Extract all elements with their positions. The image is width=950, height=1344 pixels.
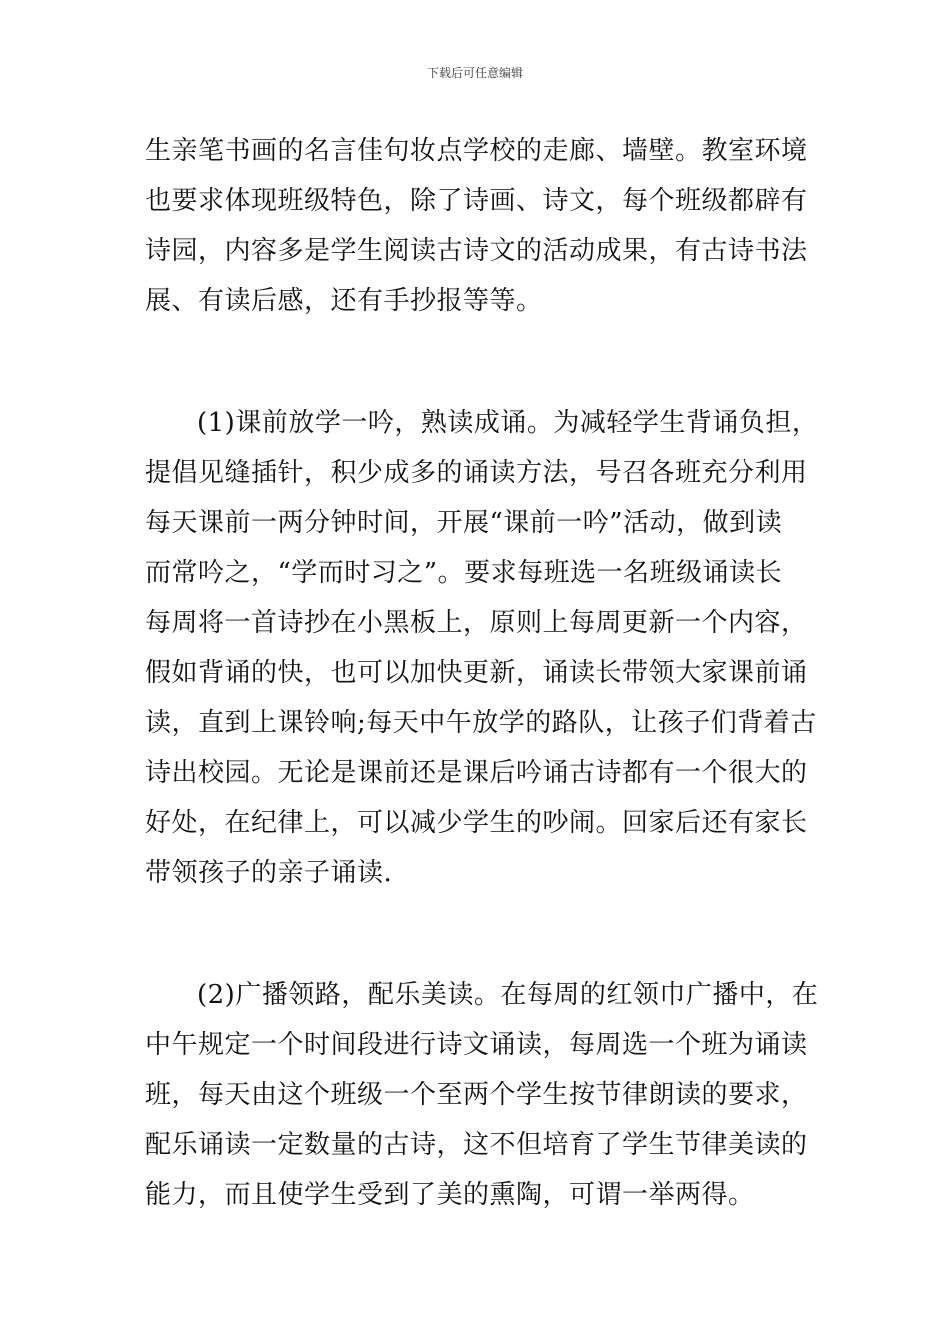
text-line: 诗出校园。无论是课前还是课后吟诵古诗都有一个很大的 — [145, 758, 808, 788]
text-line: 配乐诵读一定数量的古诗，这不但培育了学生节律美读的 — [145, 1130, 808, 1160]
text-line: 带领孩子的亲子诵读. — [145, 858, 393, 888]
text-line: 每天课前一两分钟时间，开展“课前一吟”活动，做到读 — [145, 508, 783, 538]
text-line: 提倡见缝插针，积少成多的诵读方法，号召各班充分利用 — [145, 458, 808, 488]
text-line: 假如背诵的快，也可以加快更新，诵读长带领大家课前诵 — [145, 658, 808, 688]
text-line: 读，直到上课铃响;每天中午放学的路队，让孩子们背着古 — [145, 708, 817, 738]
paragraph-item-2 — [145, 970, 819, 1220]
text-line: 也要求体现班级特色，除了诗画、诗文，每个班级都辟有 — [145, 186, 808, 216]
paragraph-continuation — [145, 126, 810, 326]
text-line: 诗园，内容多是学生阅读古诗文的活动成果，有古诗书法 — [145, 236, 808, 266]
text-line: 每周将一首诗抄在小黑板上，原则上每周更新一个内容， — [145, 608, 808, 638]
text-line: 展、有读后感，还有手抄报等等。 — [145, 286, 543, 316]
text-line: 能力，而且使学生受到了美的熏陶，可谓一举两得。 — [145, 1180, 755, 1210]
paragraph-item-1 — [145, 398, 819, 898]
text-line: 生亲笔书画的名言佳句妆点学校的走廊、墙壁。教室环境 — [145, 136, 808, 166]
document-body — [145, 126, 819, 1220]
text-line: (2)广播领路，配乐美读。在每周的红领巾广播中，在 — [197, 980, 819, 1010]
page-header: 下载后可任意编辑 — [426, 66, 523, 80]
text-line: 好处，在纪律上，可以减少学生的吵闹。回家后还有家长 — [145, 808, 808, 838]
paragraph-gap — [145, 326, 810, 398]
text-line: 班，每天由这个班级一个至两个学生按节律朗读的要求， — [145, 1080, 808, 1110]
text-line: (1)课前放学一吟，熟读成诵。为减轻学生背诵负担， — [197, 408, 819, 438]
text-line: 中午规定一个时间段进行诗文诵读，每周选一个班为诵读 — [145, 1030, 808, 1060]
paragraph-gap — [145, 898, 810, 970]
text-line: 而常吟之，“学而时习之”。要求每班选一名班级诵读长 — [145, 558, 783, 588]
